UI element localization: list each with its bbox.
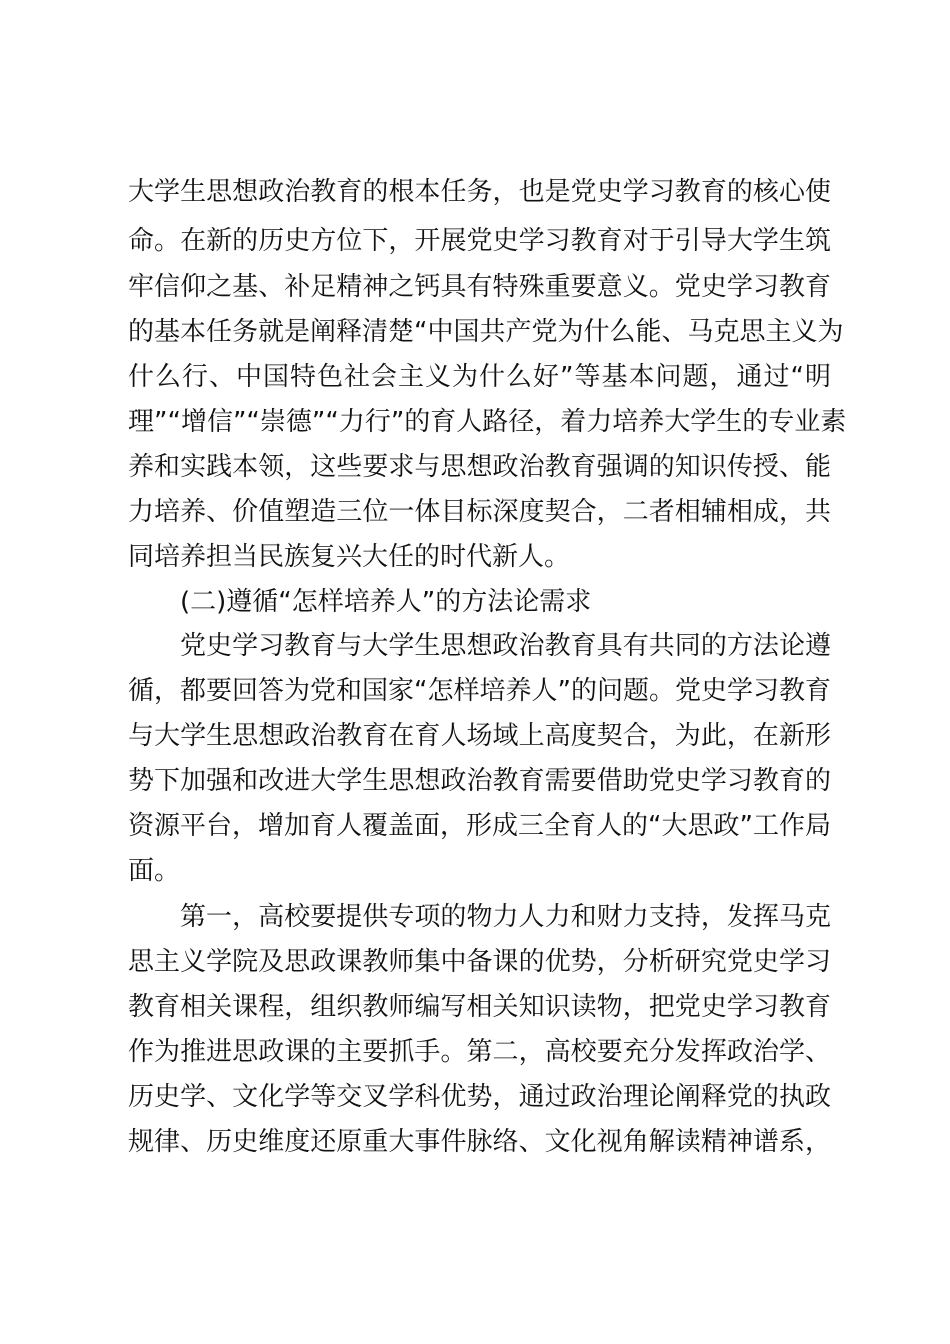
text-line: 大学生思想政治教育的根本任务，也是党史学习教育的核心使 <box>128 177 831 207</box>
text-line: 面。 <box>128 856 181 886</box>
text-line: 第一，高校要提供专项的物力人力和财力支持，发挥马克 <box>180 902 831 932</box>
text-line: 资源平台，增加育人覆盖面，形成三全育人的“大思政”工作局 <box>128 811 831 841</box>
text-line: 什么行、中国特色社会主义为什么好”等基本问题，通过“明 <box>128 362 831 392</box>
text-line: 历史学、文化学等交叉学科优势，通过政治理论阐释党的执政 <box>128 1082 831 1112</box>
text-line: 同培养担当民族复兴大任的时代新人。 <box>128 542 571 572</box>
text-line: 力培养、价值塑造三位一体目标深度契合，二者相辅相成，共 <box>128 497 831 527</box>
text-line: 规律、历史维度还原重大事件脉络、文化视角解读精神谱系， <box>128 1127 831 1157</box>
text-line: 思主义学院及思政课教师集中备课的优势，分析研究党史学习 <box>128 947 831 977</box>
text-line: 命。在新的历史方位下，开展党史学习教育对于引导大学生筑 <box>128 226 831 256</box>
text-line: 牢信仰之基、补足精神之钙具有特殊重要意义。党史学习教育 <box>128 272 831 302</box>
text-line: 循，都要回答为党和国家“怎样培养人”的问题。党史学习教育 <box>128 676 831 706</box>
text-line: 党史学习教育与大学生思想政治教育具有共同的方法论遵 <box>180 631 831 661</box>
text-line: 作为推进思政课的主要抓手。第二，高校要充分发挥政治学、 <box>128 1037 831 1067</box>
text-line: 势下加强和改进大学生思想政治教育需要借助党史学习教育的 <box>128 766 831 796</box>
text-line: 的基本任务就是阐释清楚“中国共产党为什么能、马克思主义为 <box>128 317 844 347</box>
text-line: 教育相关课程，组织教师编写相关知识读物，把党史学习教育 <box>128 992 831 1022</box>
text-line: 理”“增信”“崇德”“力行”的育人路径，着力培养大学生的专业素 <box>128 407 847 437</box>
section-heading: (二)遵循“怎样培养人”的方法论需求 <box>180 587 592 617</box>
text-line: 与大学生思想政治教育在育人场域上高度契合，为此，在新形 <box>128 721 831 751</box>
text-line: 养和实践本领，这些要求与思想政治教育强调的知识传授、能 <box>128 452 831 482</box>
